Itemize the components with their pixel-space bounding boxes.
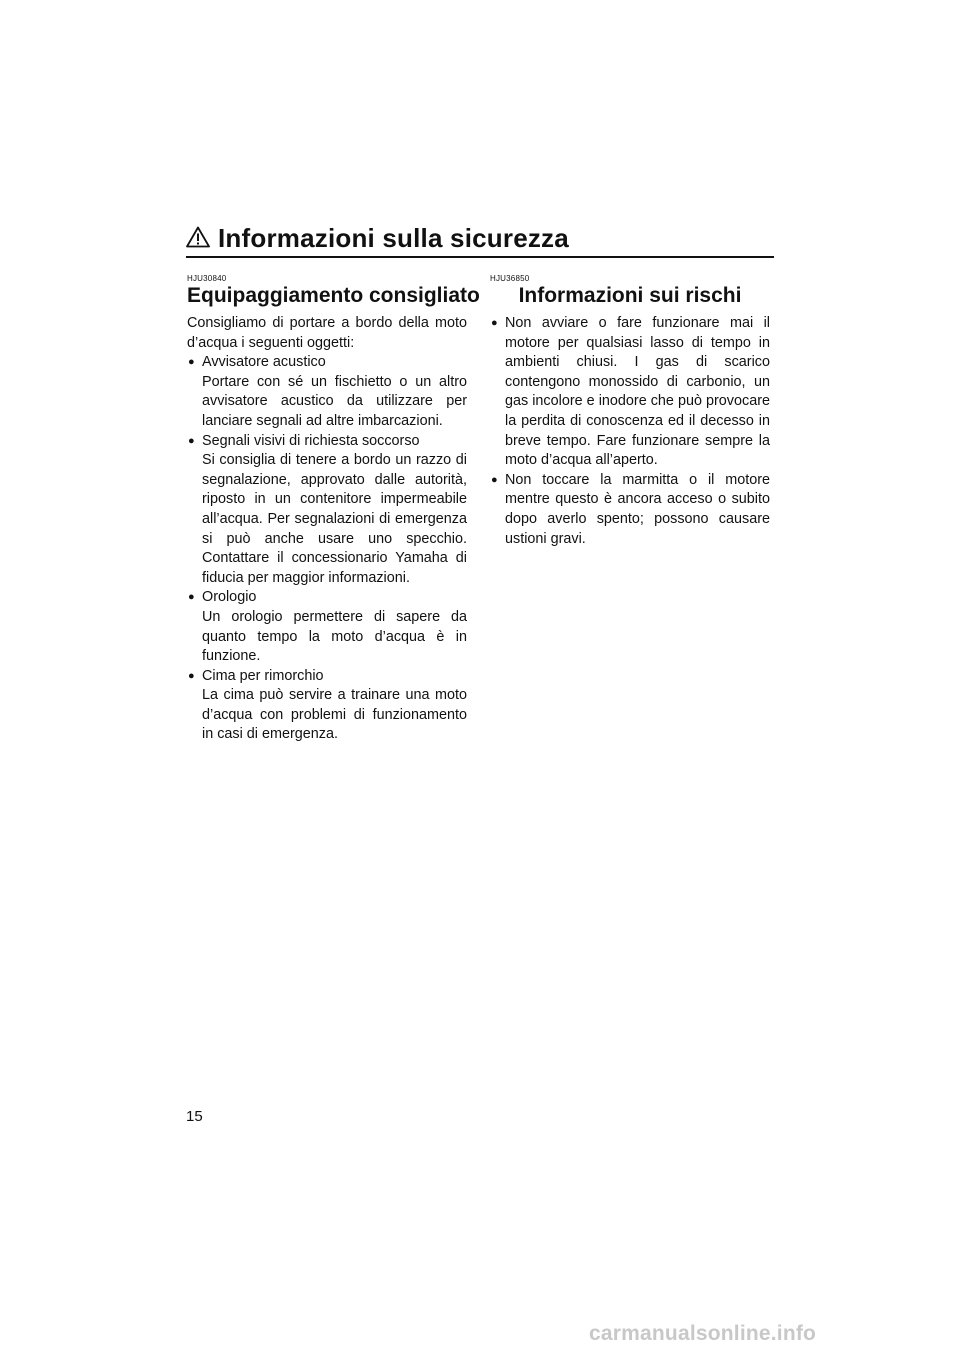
list-item — [187, 353, 467, 431]
item-text: Portare con sé un fischietto o un altro avvisatore acustico da utilizzare per lanciare segnali ad altre imbarcazioni. — [202, 373, 467, 429]
right-column — [490, 274, 770, 549]
item-text: La cima può servire a trainare una moto d’acqua con problemi di funzionamento in casi di emergenza. — [202, 687, 467, 743]
equipment-list — [187, 353, 467, 745]
item-heading: Orologio — [202, 589, 257, 606]
risk-list — [490, 314, 770, 549]
watermark: carmanualsonline.info — [589, 1322, 817, 1345]
bullet-icon: ● — [491, 317, 498, 329]
page-title: Informazioni sulla sicurezza — [218, 223, 569, 253]
bullet-icon: ● — [188, 434, 195, 447]
item-text: Si consiglia di tenere a bordo un razzo di segnalazione, approvato dalle autorità, riposto in un contenitore impermeabile all’acqua. Per segnalazioni di emergenza si può anche usare uno specchio. Contattare il concessionario Yamaha di fiducia per maggior informazioni. — [202, 452, 467, 586]
list-item — [187, 667, 467, 745]
page-header — [186, 222, 774, 258]
list-item — [187, 432, 467, 589]
bullet-icon: ● — [491, 473, 498, 486]
intro-paragraph: Consigliamo di portare a bordo della moto d’acqua i seguenti oggetti: — [187, 315, 467, 351]
section-title: Equipaggiamento consigliato — [187, 284, 480, 307]
bullet-icon: ● — [188, 356, 195, 369]
list-item — [187, 588, 467, 666]
bullet-icon: ● — [188, 669, 195, 682]
warning-triangle-icon — [186, 226, 210, 248]
item-text: Un orologio permettere di sapere da quanto tempo la moto d’acqua è in funzione. — [202, 608, 467, 665]
section-title: Informazioni sui rischi — [518, 284, 742, 307]
item-text: Non avviare o fare funzionare mai il motore per qualsiasi lasso di tempo in ambienti chiusi. I gas di scarico contengono monossido di carbonio, un gas incolore e inodore che può provocare la perdita di conoscenza ed il decesso in breve tempo. Fare funzionare sempre la moto d’acqua all’aperto. — [505, 315, 770, 469]
page-number: 15 — [186, 1108, 203, 1125]
item-heading: Avvisatore acustico — [202, 354, 326, 371]
section-code: HJU30840 — [187, 274, 227, 283]
bullet-icon: ● — [188, 591, 195, 604]
item-heading: Cima per rimorchio — [202, 667, 324, 684]
section-code: HJU36850 — [490, 274, 530, 283]
list-item — [490, 471, 770, 549]
item-text: Non toccare la marmitta o il motore mentre questo è ancora acceso o subito dopo averlo spento; possono causare ustioni gravi. — [505, 471, 770, 547]
list-item — [490, 314, 770, 471]
item-heading: Segnali visivi di richiesta soccorso — [202, 432, 420, 449]
left-column — [187, 274, 480, 745]
